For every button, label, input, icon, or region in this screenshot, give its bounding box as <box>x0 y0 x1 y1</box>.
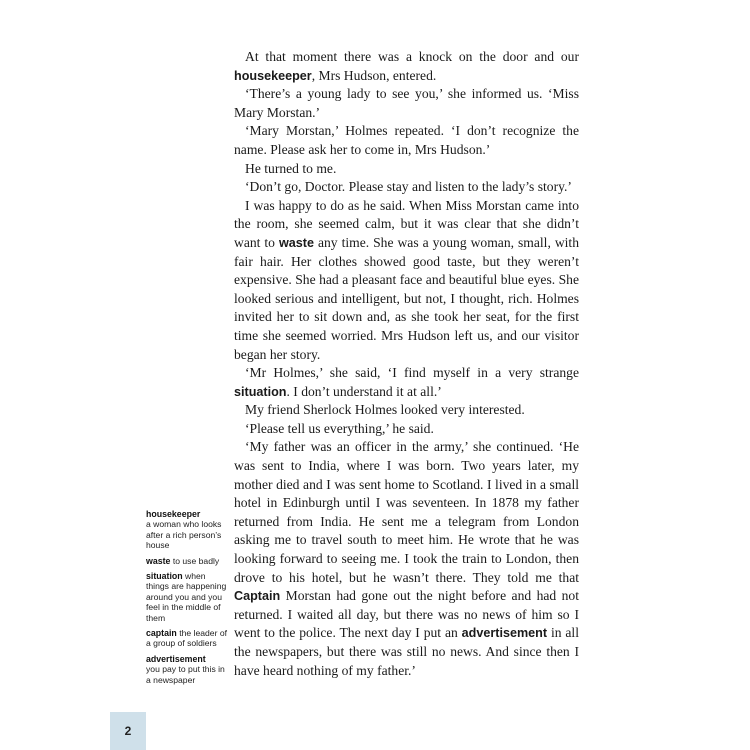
paragraph: ‘My father was an officer in the army,’ she continued. ‘He was sent to India, where I was born. Two years later, my mother died and I was sent home to Scotland. I lived in a small hotel in Edinburgh until I was seventeen. In 1878 my father returned from India. He sent me a telegram from London asking me to travel south to meet him. He wrote that he was looking forward to seeing me. I took the train to London, then drove to his hotel, but he wasn’t there. They told me that Captain Morstan had gone out the night before and had not returned. I waited all day, but there was no news of him so I went to the police. The next day I put an advertisement in all the newspapers, but there was still no news. And since then I have heard nothing of my father.’ <box>234 439 579 678</box>
paragraph: At that moment there was a knock on the door and our housekeeper, Mrs Hudson, entered. <box>234 49 579 83</box>
page-number: 2 <box>124 724 132 738</box>
glossary-definition: when things are happening around you and you feel in the middle of them <box>146 571 227 623</box>
glossary-term: captain <box>146 628 177 639</box>
paragraph: ‘Please tell us everything,’ he said. <box>245 420 434 436</box>
glossary-entry <box>146 654 228 685</box>
glossary-definition: the leader of a group of soldiers <box>146 628 227 649</box>
glossary-entry <box>146 628 228 649</box>
paragraph: I was happy to do as he said. When Miss Morstan came into the room, she seemed calm, but it was clear that she didn’t want to waste any time. She was a young woman, small, with fair hair. Her clothes showed good taste, but they weren’t expensive. She had a pleasant face and beautiful blue eyes. She looked serious and intelligent, but not, I thought, rich. Holmes invited her to sit down and, as she took her seat, for the first time she seemed worried. Mrs Hudson left us, and our visitor began her story. <box>234 197 579 362</box>
glossary-entry <box>146 571 228 623</box>
keyword-housekeeper: housekeeper <box>234 68 312 83</box>
glossary-term: advertisement <box>146 653 206 664</box>
glossary-entry <box>146 509 228 551</box>
paragraph: My friend Sherlock Holmes looked very interested. <box>245 402 525 418</box>
paragraph: ‘Mary Morstan,’ Holmes repeated. ‘I don’t recognize the name. Please ask her to come in, Mrs Hudson.’ <box>234 123 579 157</box>
paragraph: ‘Don’t go, Doctor. Please stay and listen to the lady’s story.’ <box>245 179 572 195</box>
glossary-term: waste <box>146 555 171 566</box>
glossary-definition: a woman who looks after a rich person’s house <box>146 519 222 551</box>
glossary-term: housekeeper <box>146 509 201 519</box>
page-number-tab <box>110 712 146 750</box>
keyword-advertisement: advertisement <box>461 626 548 641</box>
glossary-entry <box>146 556 228 566</box>
keyword-captain: Captain <box>234 589 281 604</box>
glossary-definition: you pay to put this in a newspaper <box>146 664 225 685</box>
paragraph: ‘Mr Holmes,’ she said, ‘I find myself in a very strange situation. I don’t understand it at all.’ <box>234 365 579 399</box>
paragraph: He turned to me. <box>245 160 337 176</box>
glossary <box>146 509 228 690</box>
glossary-definition: to use badly <box>172 555 220 566</box>
paragraph: ‘There’s a young lady to see you,’ she informed us. ‘Miss Mary Morstan.’ <box>234 86 579 120</box>
glossary-term: situation <box>146 571 183 582</box>
keyword-situation: situation <box>234 384 287 399</box>
keyword-waste: waste <box>278 235 314 250</box>
story-text <box>234 48 579 680</box>
